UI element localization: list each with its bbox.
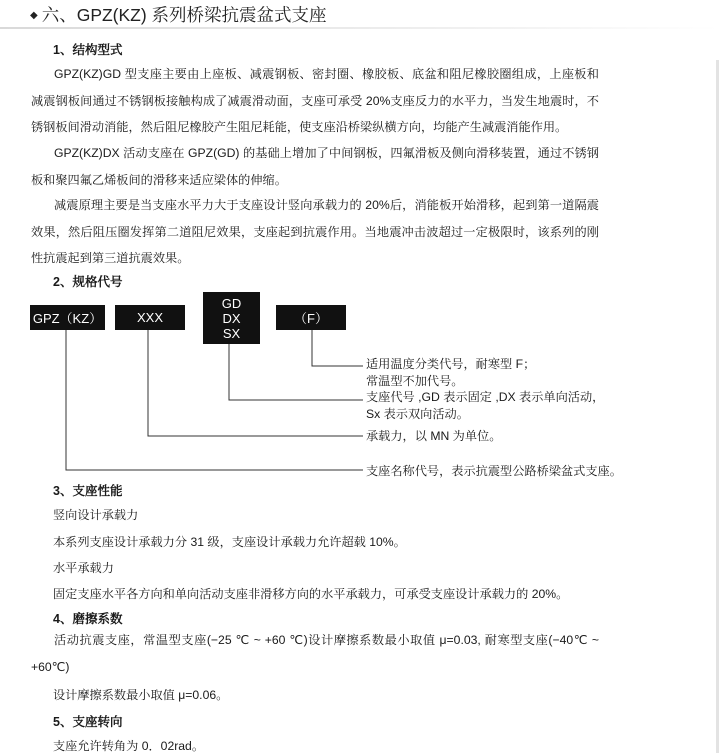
section-3-heading: 3、支座性能 [53,484,123,498]
horizontal-load-label: 水平承载力 [53,561,114,575]
legend-name: 支座名称代号，表示抗震型公路桥梁盆式支座。 [366,464,622,478]
code-box-type-sx: SX [222,325,241,341]
vertical-load-label: 竖向设计承载力 [53,508,139,522]
section-1-heading: 1、结构型式 [53,43,123,57]
code-box-temp: （F） [276,305,346,330]
rotation-text: 支座允许转角为 0．02rad。 [53,739,205,753]
legend-temp-line-1: 适用温度分类代号，耐寒型 F； [366,357,536,371]
horizontal-load-text: 固定支座水平各方向和单向活动支座非滑移方向的水平承载力，可承受支座设计承载力的 20%。 [53,587,569,601]
code-box-type-gd: GD [221,295,242,311]
legend-temp-line-2: 常温型不加代号。 [366,373,464,388]
legend-type-line-2: Sx 表示双向活动。 [366,406,469,421]
legend-type-line-1: 支座代号 ,GD 表示固定 ,DX 表示单向活动， [366,390,605,404]
legend-temp [366,356,535,389]
code-box-type-dx: DX [222,310,241,326]
friction-paragraph: 活动抗震支座，常温型支座(−25 ℃ ~ +60 ℃)设计摩擦系数最小取值 μ=0.03, 耐寒型支座(−40℃ ~ +60℃) [31,633,599,674]
section-2-heading: 2、规格代号 [53,275,123,289]
diamond-bullet-icon: ◆ [30,10,38,21]
section-1-paragraph-2: GPZ(KZ)DX 活动支座在 GPZ(GD) 的基础上增加了中间钢板，四氟滑板及侧向滑移装置，通过不锈钢板和聚四氟乙烯板间的滑移来适应梁体的伸缩。 [31,146,599,187]
section-4-heading: 4、磨擦系数 [53,612,123,626]
legend-type [366,389,604,422]
connector-load [148,330,363,436]
connector-temp [312,330,363,366]
friction-cold-value: 设计摩擦系数最小取值 μ=0.06。 [53,688,229,702]
vertical-load-text: 本系列支座设计承载力分 31 级，支座设计承载力允许超载 10%。 [53,535,406,549]
legend-load: 承载力，以 MN 为单位。 [366,429,502,443]
section-5-heading: 5、支座转向 [53,715,123,729]
connector-type [229,344,363,400]
page-title-text: 六、GPZ(KZ) 系列桥梁抗震盆式支座 [41,5,327,25]
code-box-load: XXX [115,305,185,330]
section-1-paragraph-1: GPZ(KZ)GD 型支座主要由上座板、减震钢板、密封圈、橡胶板、底盆和阻尼橡胶圈组成，上座板和减震钢板间通过不锈钢板接触构成了减震滑动面，支座可承受 20%支座反力的水平力，当发生地震时，不锈钢板间滑动消能，然后阻尼橡胶产生阻尼耗能，使支座沿桥梁纵横方向，均能产生减震消能作用。 [31,67,599,135]
section-1-paragraph-3: 减震原理主要是当支座水平力大于支座设计竖向承载力的 20%后，消能板开始滑移，起到第一道隔震效果，然后阻压圈发挥第二道阻尼效果，支座起到抗震作用。当地震冲击波超过一定极限时，该系列的刚性抗震起到第三道抗震效果。 [31,198,599,266]
code-box-name: GPZ（KZ） [30,305,105,330]
